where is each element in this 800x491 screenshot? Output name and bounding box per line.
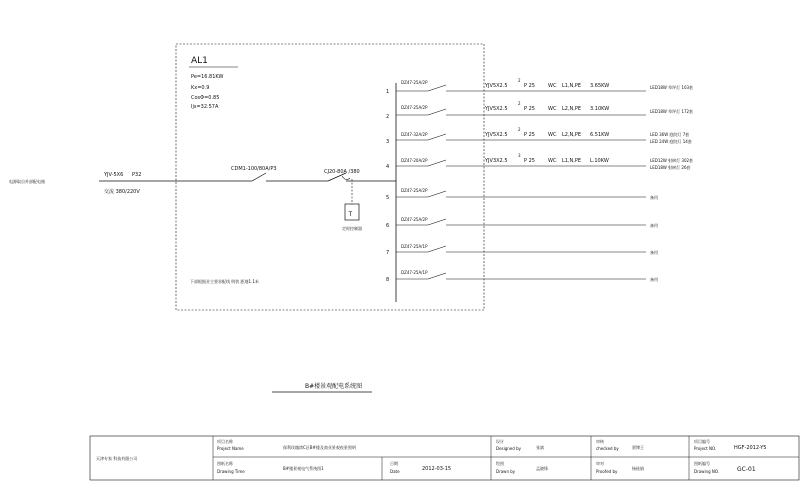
circuit-power: 3.65KW bbox=[590, 83, 610, 89]
drawing-no-value: GC-01 bbox=[737, 466, 756, 473]
circuit-number: 4 bbox=[386, 164, 390, 170]
circuit-pipe: P 25 bbox=[524, 83, 535, 89]
circuit-load-2: LED18W 射树灯 26套 bbox=[650, 165, 691, 170]
circuit-sup: 2 bbox=[518, 101, 521, 106]
drawn-value: 孟晓锋 bbox=[536, 466, 548, 471]
circuit-breaker-contact bbox=[428, 273, 446, 279]
circuit-pipe: P 25 bbox=[524, 132, 535, 138]
designed-value: 张斌 bbox=[536, 445, 544, 450]
circuit-sup: 2 bbox=[518, 78, 521, 83]
circuit-8 bbox=[386, 270, 658, 283]
circuit-load: 备用 bbox=[650, 250, 658, 255]
project-no-label: 项目编号 bbox=[694, 439, 710, 444]
circuit-phase: L1,N,PE bbox=[562, 158, 582, 164]
circuit-load: 备用 bbox=[650, 277, 658, 282]
circuit-breaker-label: DZ47-25A/1P bbox=[401, 244, 428, 249]
date-en: Date bbox=[390, 469, 400, 474]
circuit-breaker-contact bbox=[428, 160, 446, 166]
circuit-cable: YJV5X2.5 bbox=[485, 83, 508, 89]
circuit-wc: WC bbox=[548, 158, 557, 164]
circuit-breaker-label: DZ47-25A/2P bbox=[401, 188, 428, 193]
circuit-load: LED18W 草坪灯 172套 bbox=[650, 109, 694, 114]
circuit-pipe: P 25 bbox=[524, 106, 535, 112]
circuit-pipe: P 25 bbox=[524, 158, 535, 164]
drawing-title-value: B#楼景观电气系统图1 bbox=[283, 466, 324, 471]
circuit-load: 备用 bbox=[650, 195, 658, 200]
contactor-arc bbox=[342, 176, 350, 180]
circuit-wc: WC bbox=[548, 132, 557, 138]
panel-param-kx: Kx=0.9 bbox=[191, 85, 210, 91]
drawing-title-en: Drawing Time bbox=[217, 469, 245, 474]
circuit-load: LED18W 草坪灯 103套 bbox=[650, 85, 694, 90]
circuit-5 bbox=[386, 188, 658, 201]
circuit-load: LED 36W 庭院灯 7套 bbox=[650, 132, 690, 137]
source-label: 电源取自外部配电箱 bbox=[9, 179, 45, 184]
drawn-en: Drawn by bbox=[496, 469, 516, 474]
circuit-breaker-contact bbox=[428, 109, 446, 115]
proofed-value: 杨桂娟 bbox=[632, 466, 644, 471]
designed-label: 设计 bbox=[496, 439, 504, 444]
install-note: 下部根据业主要求配线 明装 距地1.1米 bbox=[190, 279, 259, 284]
company-name: 天津专家 科技有限公司 bbox=[96, 456, 138, 461]
incoming-cable: YJV-5X6 bbox=[104, 172, 124, 178]
circuit-phase: L1,N,PE bbox=[562, 83, 582, 89]
circuit-load: LED12W 射树灯 302套 bbox=[650, 158, 694, 163]
circuit-breaker-label: DZ47-25A/2P bbox=[401, 217, 428, 222]
circuit-cable: YJV3X2.5 bbox=[485, 158, 508, 164]
panel-param-ijs: Ijs=32.57A bbox=[191, 104, 219, 110]
drawing-no-en: Drawing NO. bbox=[694, 469, 720, 474]
circuit-phase: L2,N,PE bbox=[562, 106, 582, 112]
circuit-7 bbox=[386, 244, 658, 256]
circuit-breaker-contact bbox=[428, 191, 446, 197]
checked-value: 贾博王 bbox=[632, 445, 644, 450]
title-block-frame bbox=[90, 436, 799, 480]
circuit-breaker-contact bbox=[428, 134, 446, 140]
proofed-en: Proofed by bbox=[596, 469, 618, 474]
circuit-breaker-contact bbox=[428, 246, 446, 252]
incoming-conduit: P32 bbox=[132, 172, 142, 178]
circuit-cable: YJV5X2.5 bbox=[485, 132, 508, 138]
incoming-voltage: 交流 380/220V bbox=[104, 189, 140, 195]
circuit-breaker-contact bbox=[428, 219, 446, 225]
main-breaker-label: CDM1-100/80A/P3 bbox=[231, 166, 277, 172]
checked-label: 审核 bbox=[596, 439, 604, 444]
circuit-4 bbox=[386, 153, 693, 170]
date-label: 日期 bbox=[390, 461, 398, 466]
circuit-number: 5 bbox=[386, 195, 390, 201]
circuit-number: 2 bbox=[386, 114, 390, 120]
circuit-breaker-label: DZ47-25A/2P bbox=[401, 105, 428, 110]
project-no-value: HGF-2012-Y5 bbox=[734, 445, 767, 451]
circuit-1 bbox=[386, 78, 693, 95]
timer-label: 定时控制器 bbox=[342, 226, 362, 231]
title-block bbox=[90, 436, 799, 480]
panel-enclosure bbox=[176, 44, 484, 310]
circuit-sup: 2 bbox=[518, 127, 521, 132]
project-name-en: Project Name bbox=[217, 446, 244, 451]
diagram-title: B#楼景观配电系统图 bbox=[305, 383, 363, 390]
circuit-3 bbox=[386, 127, 692, 145]
circuit-breaker-contact bbox=[428, 85, 446, 91]
circuit-6 bbox=[386, 217, 658, 229]
circuit-number: 6 bbox=[386, 223, 390, 229]
circuit-wc: WC bbox=[548, 106, 557, 112]
circuit-breaker-label: DZ47-20A/2P bbox=[401, 158, 428, 163]
project-name-value: 保利玫瑰湾C区B#楼及商业景观夜景照明 bbox=[283, 445, 356, 450]
checked-en: checked by bbox=[596, 446, 619, 451]
proofed-label: 审对 bbox=[596, 461, 604, 466]
circuit-load: 备用 bbox=[650, 223, 658, 228]
circuit-power: 6.51KW bbox=[590, 132, 610, 138]
main-breaker-contact bbox=[252, 173, 266, 181]
circuit-power: 3.10KW bbox=[590, 106, 610, 112]
designed-en: Designed by bbox=[496, 446, 521, 451]
drawing-no-label: 图纸编号 bbox=[694, 461, 710, 466]
panel-param-pe: Pe=16.81KW bbox=[191, 74, 224, 80]
project-name-label: 项目名称 bbox=[217, 439, 233, 444]
circuit-number: 1 bbox=[386, 89, 390, 95]
circuit-power: L.10KW bbox=[590, 158, 609, 164]
circuit-breaker-label: DZ47-25A/2P bbox=[401, 80, 428, 85]
circuit-cable: YJV5X2.5 bbox=[485, 106, 508, 112]
drawn-label: 绘图 bbox=[496, 461, 504, 466]
drawing-title-label: 图纸名称 bbox=[217, 461, 233, 466]
circuit-phase: L2,N,PE bbox=[562, 132, 582, 138]
circuit-number: 8 bbox=[386, 277, 390, 283]
circuit-wc: WC bbox=[548, 83, 557, 89]
circuit-breaker-label: DZ47-25A/1P bbox=[401, 270, 428, 275]
circuit-breaker-label: DZ47-32A/2P bbox=[401, 132, 428, 137]
circuit-load-2: LED 24W 庭院灯 14套 bbox=[650, 139, 692, 144]
panel-param-cos: CosΦ=0.85 bbox=[191, 95, 220, 101]
circuit-number: 3 bbox=[386, 139, 390, 145]
circuit-number: 7 bbox=[386, 250, 390, 256]
circuit-sup: 3 bbox=[518, 153, 521, 158]
project-no-en: Project NO. bbox=[694, 446, 717, 451]
contactor-label: CJ20-80A /380 bbox=[324, 169, 360, 175]
circuit-2 bbox=[386, 101, 693, 120]
panel-id: AL1 bbox=[191, 56, 208, 66]
timer-symbol: T bbox=[348, 211, 353, 218]
date-value: 2012-03-15 bbox=[422, 466, 452, 472]
